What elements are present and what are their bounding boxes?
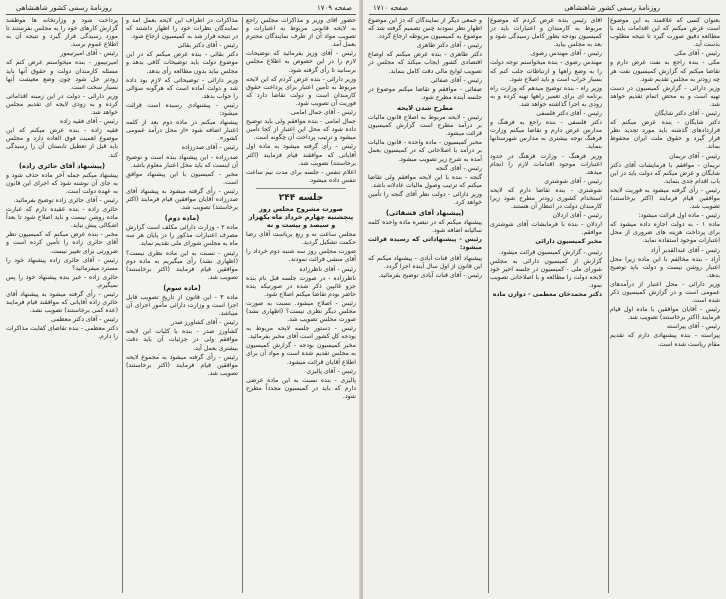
paragraph: رئیس - آقای حائری زاده توضیح بفرمائید. [13, 196, 118, 204]
column-rule [488, 17, 489, 593]
signature-line: مخبر کمیسیون دارائی [535, 238, 602, 246]
paragraph: گزارش از کمیسیون دارائی به مجلس شورای ملی - کمیسیون در جلسه اخیر خود لایحه دولت را مطالعه و با اصلاحاتی تصویب نمود. [490, 257, 602, 289]
paragraph: رئیس - آقای صدرزاده [181, 144, 238, 152]
right-column-2 [490, 17, 602, 595]
paragraph: رئیس - آقای حائری زاده پیشنهاد خود را مسترد میفرمائید؟ [6, 256, 118, 272]
paragraph: رئیس - آقای شوشتری [544, 177, 602, 185]
right-page [363, 0, 726, 599]
paragraph: رئیس - آقای دکتر معظمی [50, 316, 118, 324]
paragraph: رئیس - رأی گرفته میشود به فوریت لایحه موافقین قیام فرمایند (اکثر برخاستند) تصویب شد. [610, 186, 720, 211]
paragraph: رئیس - رأی گرفته میشود به پیشنهاد آقای صدرزاده آقایان موافقین قیام فرمایند (اکثر برخاستند) تصویب شد. [126, 187, 238, 212]
left-column-3 [6, 17, 118, 595]
paragraph: رئیس - آقای وزیر بفرمائید که توضیحات لازم را در این خصوص به اطلاع مجلس برسانید تا رأی گرفته شود. [246, 50, 356, 74]
paragraph: وزیر دارائی - محل اعتبار از درآمدهای عمومی است و در گزارش کمیسیون ذکر شده است. [610, 280, 720, 305]
column-rule [122, 17, 123, 593]
paragraph: صفائی - موافقم و تقاضا میکنم موضوع در جلسه آینده مطرح شود. [368, 85, 482, 101]
paragraph: دکتر معظمی - بنده تقاضای کفایت مذاکرات را دارم. [6, 325, 118, 341]
paragraph: آقای رئیس بنده عرض کردم که موضوع مربوط به کارمندان و اعتبارات باید در کمیسیون بودجه بطور کامل رسیدگی شود و بعد به مجلس بیاید. [490, 17, 602, 49]
signature-line: رئیس - پیشنهاداتی که رسیده قرائت میشود: [368, 236, 482, 252]
paragraph: مخبر - کمیسیون با این پیشنهاد موافق است. [126, 170, 238, 186]
paragraph: دکتر طاهری - بنده عرض میکنم که اوضاع اقتصادی کشور ایجاب میکند که مجلس در تصویب لوایح مالی دقت کامل بنماید. [368, 51, 482, 75]
paragraph: رئیس - رأی گرفته میشود به ماده اول آقایانی که موافقند قیام فرمایند (اکثر برخاستند) تصویب شد. [246, 143, 356, 167]
paragraph: پرداخت شود و وزارتخانه ها موظفند گزارش کارهای خود را به مجلس بفرستند تا مورد رسیدگی قرار گیرد و نتیجه آن به اطلاع عموم برسد. [6, 17, 118, 49]
paragraph: وزیر دارائی - دولت در این زمینه اقداماتی کرده و به زودی لایحه ای تقدیم مجلس خواهد شد. [6, 92, 118, 117]
paragraph: رئیس - نسبت به این ماده نظری نیست؟ (اظهاری نشد) رأی میگیریم به ماده دوم موافقین قیام فرمایند (اکثر برخاستند) تصویب شد. [126, 249, 238, 281]
paragraph: مهندس رضوی - بنده میخواستم توجه دولت را به وضع راهها و ارتباطات جلب کنم که بسیار خراب است و باید اصلاح شود. [490, 59, 602, 83]
left-page-title: روزنامهٔ رسمی کشور شاهنشاهی [16, 4, 112, 12]
left-page-number: صفحه ۱۷۰۹ [316, 4, 352, 12]
paragraph: رئیس - آقای پالیزی [306, 367, 356, 375]
paragraph: رئیس - آقای ناظرزاده [299, 265, 356, 273]
paragraph: رئیس - آقای مکی [674, 50, 720, 58]
paragraph: امیرتیمور - بنده میخواستم عرض کنم که مسئله کارمندان دولت و حقوق آنها باید زودتر حل شود چون وضع معیشت آنها بسیار سخت است. [6, 59, 118, 91]
section-divider [256, 188, 346, 189]
paragraph: رئیس - آقای صفائی [430, 76, 482, 84]
paragraph: رئیس - گزارش کمیسیون قرائت میشود. [498, 248, 602, 256]
paragraph: دکتر شایگان - بنده عرض میکنم که قراردادهای گذشته باید مورد تجدید نظر قرار گیرد و حقوق ملت ایران محفوظ بماند. [610, 119, 720, 151]
right-page-title: روزنامهٔ رسمی کشور شاهنشاهی [564, 4, 660, 12]
paragraph: وزیر دارائی - دولت نظر آقای گنجه را تأمین خواهد کرد. [368, 190, 482, 206]
section-heading: مطرح شدن لایحه [396, 103, 453, 112]
paragraph: رئیس - پیشنهادی رسیده است قرائت میشود: [126, 101, 238, 118]
paragraph: حائری زاده - خیر بنده پیشنهاد خود را پس نمیگیرم. [6, 273, 118, 289]
paragraph: رئیس - آقایان موافقین با ماده اول قیام فرمایند (اکثر برخاستند) تصویب شد. [610, 306, 720, 322]
paragraph: نریمان - موافقم با فرمایشات آقای دکتر شایگان و عرض میکنم که دولت باید در این باب اقدام جدی بنماید. [610, 161, 720, 185]
paragraph: مخبر - بنده عرض میکنم که کمیسیون نظر آقای حائری زاده را تأمین کرده است و ضرورتی برای تغییر نیست. [6, 231, 118, 255]
column-rule [608, 17, 609, 593]
paragraph: مخبر کمیسیون بودجه - گزارش کمیسیون به مجلس تقدیم شده است و مواد آن برای اطلاع آقایان قرائت میشود. [246, 342, 356, 366]
section-heading: صورت مشروح مجلس روز پنجشنبه چهارم خرداد ماه یکهزار و سیصد و بیست و نه [248, 204, 354, 230]
paragraph: اردلان - بنده با فرمایشات آقای شوشتری موافقم. [490, 221, 602, 237]
right-page-header [369, 3, 720, 15]
paragraph: رئیس - آقای دکتر فلسفی [536, 110, 602, 118]
paragraph: رئیس - اصلاح میشود. نسبت به صورت مجلس دیگر نظری نیست؟ (اظهاری نشد) صورت مجلس تصویب شد. [246, 299, 356, 324]
left-page [0, 0, 362, 599]
paragraph: رئیس - آقای اردلان [552, 212, 602, 220]
right-column-1 [610, 17, 720, 595]
paragraph: رئیس - دستور جلسه لایحه مربوط به بودجه کل کشور است آقای مخبر بفرمائید. [246, 325, 356, 341]
left-column-2 [126, 17, 238, 595]
paragraph: رئیس - آقای دکتر بقائی [177, 42, 238, 50]
right-page-number: صفحه ۱۷۱۰ [373, 4, 409, 12]
signature-line: دکتر محمدخان معظمی - دوازن ماده [492, 291, 602, 298]
paragraph: صدرزاده - این پیشنهاد بنده است و توضیح آن اینست که باید محل اعتبار معلوم باشد. [126, 153, 238, 169]
paragraph: رئیس - آقای مهندس رضوی [530, 50, 602, 58]
paragraph: رئیس - آقای امیرتیمور [60, 50, 118, 58]
paragraph: رئیس - رأی گرفته میشود به مجموع لایحه موافقین قیام فرمایند (اکثر برخاستند) تصویب شد. [126, 353, 238, 377]
paragraph: وزیر دارائی - گزارش کمیسیون در دست تهیه است و به محض اتمام تقدیم خواهد شد. [610, 84, 720, 108]
paragraph: دکتر فلسفی - بنده راجع به فرهنگ و مدارس عرض دارم و تقاضا میکنم وزارت فرهنگ توجه بیشتری به مدارس شهرستانها بنماید. [490, 119, 602, 151]
section-heading: (ماده دوم) [164, 214, 200, 223]
paragraph: دکتر بقائی - بنده عرض میکنم که در این موضوع دولت باید توضیحات کافی بدهد و مجلس نباید بدون مطالعه رأی بدهد. [126, 51, 238, 75]
paragraph: ماده ۱ - به دولت اجازه داده میشود که برای پرداخت هزینه های ضروری از محل اعتبارات موجود استفاده نماید. [610, 221, 720, 245]
paragraph: رئیس - لایحه مربوط به اصلاح قانون مالیات بر درآمد مطرح است گزارش کمیسیون قرائت میشود. [368, 114, 482, 138]
paragraph: رئیس - آقای قنات آبادی توضیح بفرمائید. [378, 271, 482, 279]
paragraph: مکی - بنده راجع به نفت عرض دارم و تقاضا میکنم که گزارش کمیسیون نفت هر چه زودتر به مجلس تقدیم شود. [610, 59, 720, 83]
paragraph: رئیس - آقای پیراسته [666, 323, 720, 331]
paragraph: رئیس - ماده اول قرائت میشود: [638, 212, 720, 220]
paragraph: کشاورز صدر - بنده با کلیات این لایحه موافقم ولی در جزئیات آن باید دقت بیشتری بعمل آید. [126, 328, 238, 352]
paragraph: رئیس - آقای دکتر طاهری [416, 42, 482, 50]
left-page-header [6, 3, 356, 15]
paragraph: پالیزی - بنده نسبت به این ماده عرضی دارم که باید در کمیسیون مجدداً مطرح شود. [246, 376, 356, 400]
paragraph: شوشتری - بنده تقاضا دارم که لایحه استخدام کشوری زودتر مطرح شود زیرا کارمندان دولت در انتظار آن هستند. [490, 186, 602, 211]
paragraph: رئیس - آقای نریمان [669, 152, 720, 160]
paragraph: رئیس - آقای عبدالقدیر آزاد [650, 246, 720, 254]
paragraph: جمال امامی - بنده موافقم ولی باید توضیح داده شود که محل این اعتبار از کجا تأمین میشود و ترتیب پرداخت آن چگونه است. [246, 118, 356, 142]
paragraph: پیشنهاد میکنم در ماده دوم بعد از کلمه اعتبار اضافه شود «از محل درآمد عمومی کشور». [126, 119, 238, 143]
paragraph: حضور آقای وزیر و مذاکرات مجلس راجع به لایحه قانونی مربوط به اعتبارات و تصویب مواد آن از طرف نمایندگان محترم بعمل آمد. [246, 17, 356, 49]
paragraph: صورت مجلس روز سه شنبه دوم خرداد را آقای منشی قرائت نمودند. [246, 248, 356, 264]
paragraph: ماده ۳ - این قانون از تاریخ تصویب قابل اجرا است و وزارت دارائی مأمور اجرای آن میباشد. [126, 294, 238, 318]
paragraph: وزیر دارائی - بنده عرض کردم که این لایحه مربوط به تأمین اعتبار برای پرداخت حقوق کارمندان است و دولت تقاضا دارد که فوریت آن تصویب شود. [246, 75, 356, 107]
paragraph: وزیر راه - بنده توضیح میدهم که وزارت راه برنامه ای برای تعمیر راهها تهیه کرده و به زودی به اجرا گذاشته خواهد شد. [490, 84, 602, 108]
paragraph: مخبر کمیسیون - ماده واحده - قانون مالیات بر درآمد با اصلاحاتی که در کمیسیون بعمل آمده به شرح زیر تصویب میشود. [368, 139, 482, 163]
paragraph: مذاکرات در اطراف این لایحه بعمل آمد و نمایندگان نظرات خود را اظهار داشتند که در نتیجه قرار شد به کمیسیون ارجاع شود. [126, 17, 238, 41]
paragraph: آزاد - بنده مخالفم با این ماده زیرا محل اعتبار روشن نیست و دولت باید توضیح بدهد. [610, 255, 720, 279]
column-rule [242, 17, 243, 593]
paragraph: ماده ۲ - وزارت دارائی مکلف است گزارش مصرف اعتبارات مذکور را در پایان هر سه ماه به مجلس شورای ملی تقدیم نماید. [126, 224, 238, 248]
paragraph: رئیس - رأی گرفته میشود به پیشنهاد آقای حائری زاده آقایانی که موافقند قیام فرمایند (عده کمی برخاستند) تصویب نشد. [6, 291, 118, 315]
paragraph: فقیه زاده - بنده عرض میکنم که این موضوع اهمیت فوق العاده دارد و مجلس باید قبل از تعطیل تابستان آن را رسیدگی کند. [6, 127, 118, 159]
paragraph: حائری زاده - بنده عقیده دارم که عبارت ماده روشن نیست و باید اصلاح شود تا بعداً اشکالی پیش نیاید. [6, 206, 118, 230]
paragraph: وزیر فرهنگ - وزارت فرهنگ در حدود اعتبارات موجود اقدامات لازم را انجام میدهد. [490, 152, 602, 176]
paragraph: ناظرزاده - در صورت جلسه قبل نام بنده جزو غائبین ذکر شده در صورتیکه بنده حاضر بودم تقاضا میکنم اصلاح شود. [246, 274, 356, 298]
session-number: جلسه ۲۴۴ [278, 192, 324, 203]
section-heading: (پیشنهاد آقای قشقائی) [386, 209, 464, 218]
paragraph: رئیس - آقای فقیه زاده [60, 118, 118, 126]
section-heading: (ماده سوم) [163, 283, 201, 292]
right-column-3 [368, 17, 482, 595]
paragraph: اعلام تنفس - جلسه برای مدت نیم ساعت تنفس داده میشود. [246, 168, 356, 184]
paragraph: وزیر دارائی - توضیحاتی که لازم بود داده شد و دولت آماده است که هرگونه سؤالی را جواب بدهد. [126, 76, 238, 100]
paragraph: پیراسته - بنده پیشنهادی دارم که تقدیم مقام ریاست شده است. [610, 332, 720, 348]
paragraph: رئیس - آقای جمال امامی [290, 109, 356, 117]
paragraph: مجلس ساعت نه و ربع بریاست آقای رضا حکمت تشکیل گردید. [246, 231, 356, 247]
paragraph: پیشنهاد میکنم که در تبصره ماده واحده کلمه سالیانه اضافه شود. [368, 219, 482, 235]
paragraph: پیشنهاد آقای قنات آبادی - پیشنهاد میکنم که این قانون از اول سال آینده اجرا گردد. [368, 254, 482, 270]
paragraph: رئیس - آقای دکتر شایگان [654, 110, 720, 118]
paragraph: پیشنهاد میکنم جمله آخر ماده حذف شود و به جای آن نوشته شود که اجرای این قانون به عهده دولت است. [6, 171, 118, 195]
paragraph: بعنوان کسی که علاقمند به این موضوع است عرض میکنم که این اقدامات باید با مطالعه دقیق صورت گیرد تا نتیجه مطلوب بدست آید. [610, 17, 720, 49]
left-column-1 [246, 17, 356, 595]
paragraph: رئیس - آقای گنجه [435, 164, 482, 172]
section-heading: (پیشنهاد آقای حائری زاده) [19, 161, 105, 170]
paragraph: و جمعی دیگر از نمایندگان که در این موضوع اظهار نظر نمودند چنین تصمیم گرفته شد که موضوع به کمیسیون مربوطه ارجاع گردد. [368, 17, 482, 41]
paragraph: رئیس - آقای کشاورز صدر [171, 319, 238, 327]
paragraph: گنجه - بنده با این لایحه موافقم ولی تقاضا میکنم که ترتیب وصول مالیات عادلانه باشد. [368, 173, 482, 189]
